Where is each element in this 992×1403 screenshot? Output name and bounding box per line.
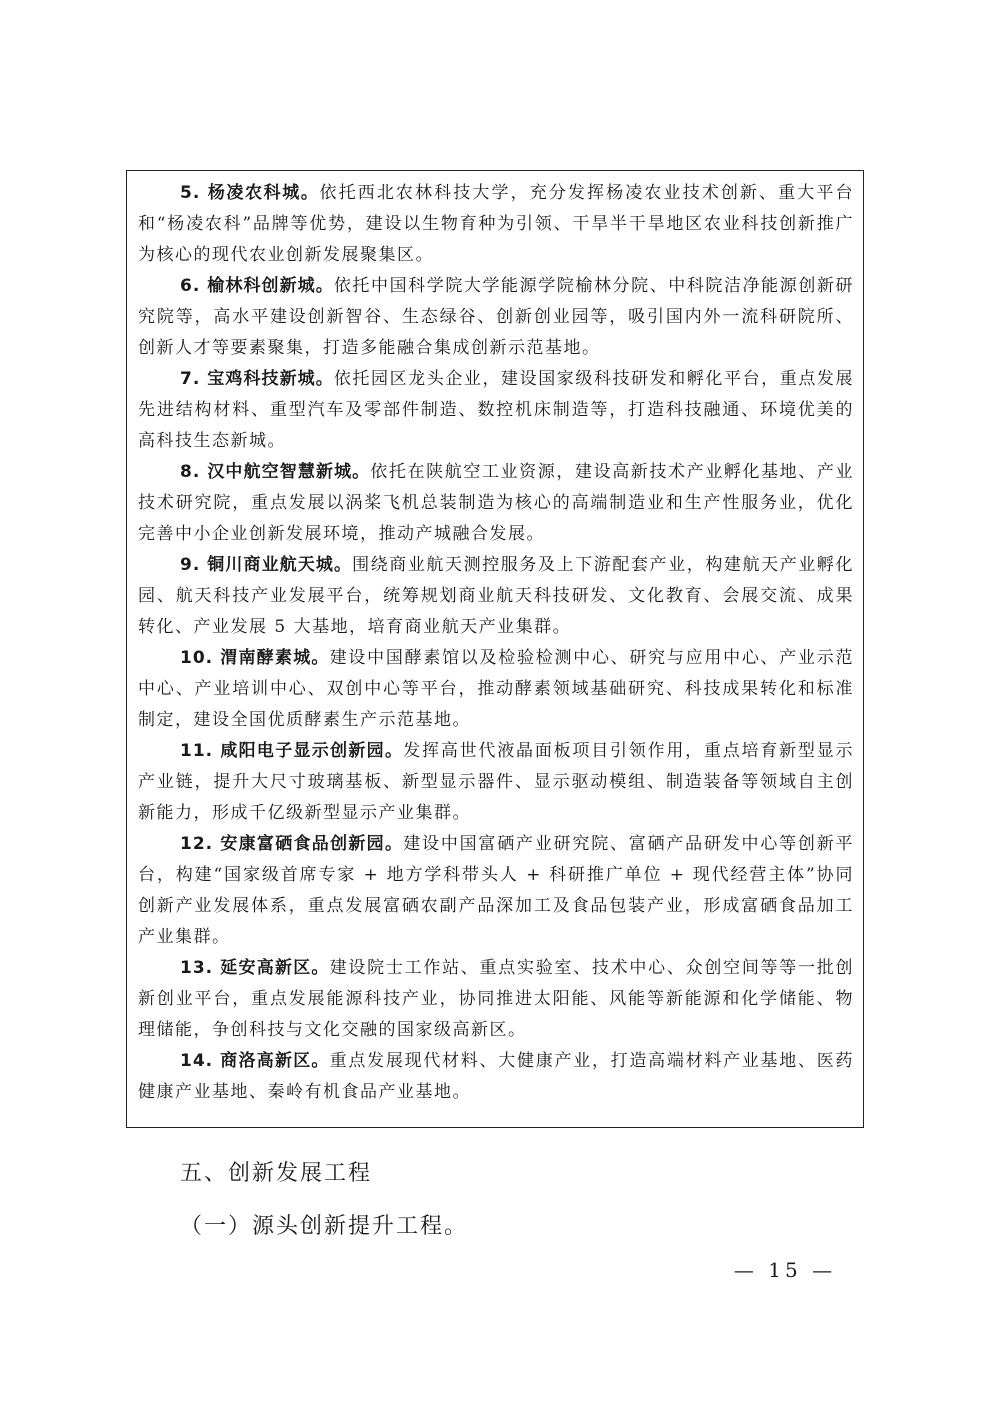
sub-heading: （一）源头创新提升工程。 — [180, 1214, 469, 1239]
list-item-ankang — [138, 829, 854, 953]
list-item-shangluo — [138, 1046, 854, 1108]
item-text: 重点发展现代材料、大健康产业，打造高端材料产业基地、医药健康产业基地、秦岭有机食品产业基地。 — [138, 1051, 854, 1102]
item-title: 5. 杨凌农科城。 — [180, 183, 320, 203]
item-text: 围绕商业航天测控服务及上下游配套产业，构建航天产业孵化园、航天科技产业发展平台，统筹规划商业航天科技研发、文化教育、会展交流、成果转化、产业发展 5 大基地，培育商业航天产业集群。 — [138, 555, 854, 637]
list-item-weinan — [138, 643, 854, 736]
list-item-hanzhong — [138, 457, 854, 550]
list-item-tongchuan — [138, 550, 854, 643]
item-text: 建设中国酵素馆以及检验检测中心、研究与应用中心、产业示范中心、产业培训中心、双创中心等平台，推动酵素领域基础研究、科技成果转化和标准制定，建设全国优质酵素生产示范基地。 — [138, 648, 854, 730]
item-text: 依托中国科学院大学能源学院榆林分院、中科院洁净能源创新研究院等，高水平建设创新智谷、生态绿谷、创新创业园等，吸引国内外一流科研院所、创新人才等要素聚集，打造多能融合集成创新示范基地。 — [138, 276, 854, 358]
item-title: 14. 商洛高新区。 — [180, 1051, 330, 1071]
item-text: 依托在陕航空工业资源，建设高新技术产业孵化基地、产业技术研究院，重点发展以涡桨飞机总装制造为核心的高端制造业和生产性服务业，优化完善中小企业创新发展环境，推动产城融合发展。 — [138, 462, 854, 544]
item-title: 11. 咸阳电子显示创新园。 — [180, 741, 404, 761]
list-item-yulin — [138, 271, 854, 364]
item-text: 建设院士工作站、重点实验室、技术中心、众创空间等等一批创新创业平台，重点发展能源科技产业，协同推进太阳能、风能等新能源和化学储能、物理储能，争创科技与文化交融的国家级高新区。 — [138, 958, 854, 1040]
list-item-yangling — [138, 178, 854, 271]
item-text: 依托园区龙头企业，建设国家级科技研发和孵化平台，重点发展先进结构材料、重型汽车及零部件制造、数控机床制造等，打造科技融通、环境优美的高科技生态新城。 — [138, 369, 854, 451]
item-title: 6. 榆林科创新城。 — [180, 276, 334, 296]
section-heading: 五、创新发展工程 — [180, 1161, 373, 1186]
item-text: 依托西北农林科技大学，充分发挥杨凌农业技术创新、重大平台和“杨凌农科”品牌等优势，建设以生物育种为引领、干旱半干旱地区农业科技创新推广为核心的现代农业创新发展聚集区。 — [138, 183, 854, 265]
list-item-yanan — [138, 953, 854, 1046]
list-item-baoji — [138, 364, 854, 457]
item-title: 13. 延安高新区。 — [180, 958, 330, 978]
list-item-xianyang — [138, 736, 854, 829]
item-text: 建设中国富硒产业研究院、富硒产品研发中心等创新平台，构建“国家级首席专家 + 地方学科带头人 + 科研推广单位 + 现代经营主体”协同创新产业发展体系，重点发展富硒农副产品深加工及食品包装产业，形成富硒食品加工产业集群。 — [138, 834, 854, 947]
item-title: 8. 汉中航空智慧新城。 — [180, 462, 371, 482]
item-title: 12. 安康富硒食品创新园。 — [180, 834, 404, 854]
page-number: — 15 — — [733, 1258, 837, 1282]
item-text: 发挥高世代液晶面板项目引领作用，重点培育新型显示产业链，提升大尺寸玻璃基板、新型显示器件、显示驱动模组、制造装备等领域自主创新能力，形成千亿级新型显示产业集群。 — [138, 741, 854, 823]
item-title: 9. 铜川商业航天城。 — [180, 555, 353, 575]
item-title: 10. 渭南酵素城。 — [180, 648, 330, 668]
item-title: 7. 宝鸡科技新城。 — [180, 369, 334, 389]
